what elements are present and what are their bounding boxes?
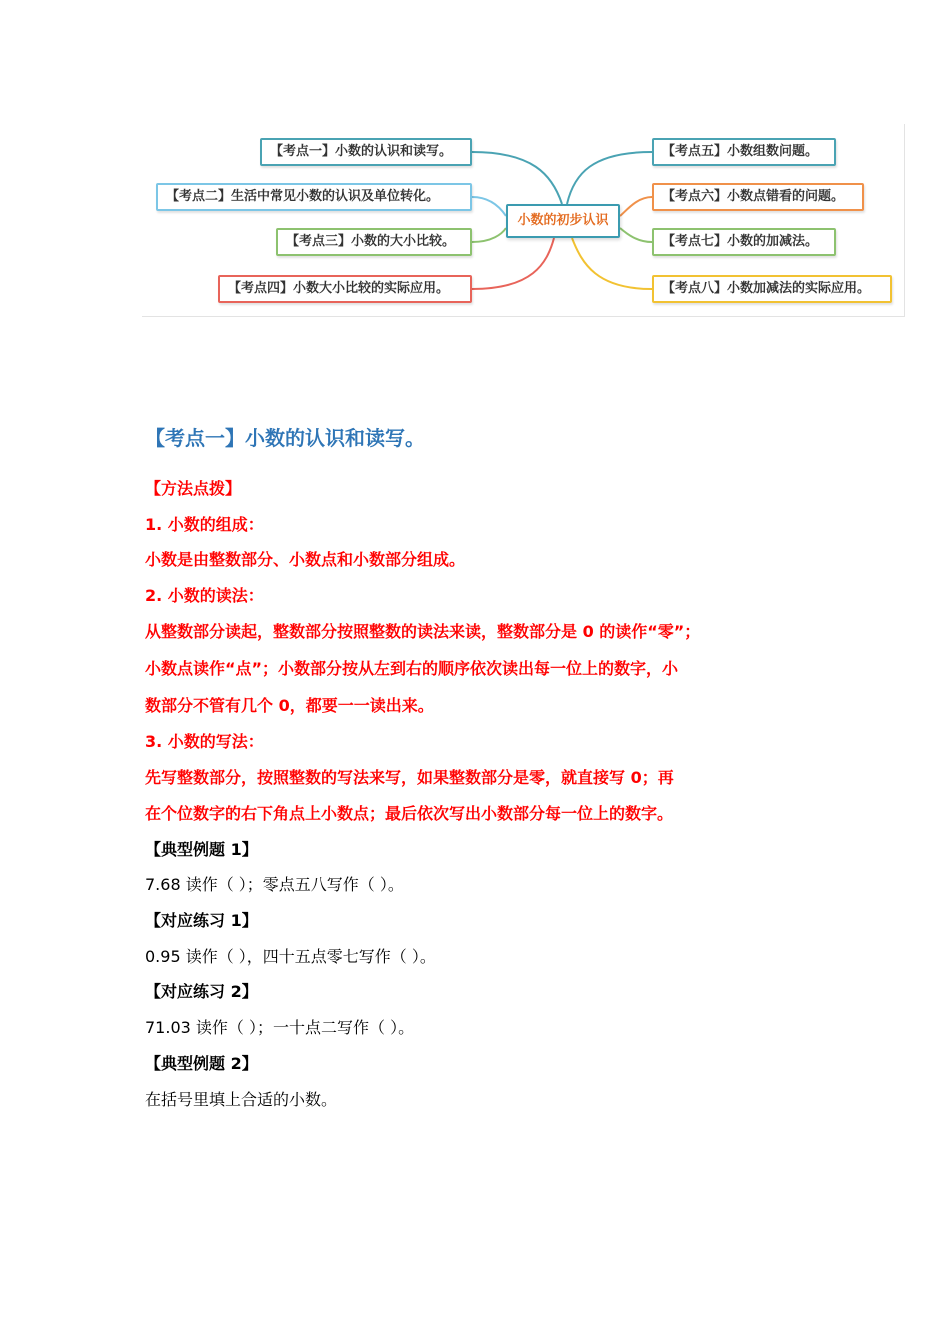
mind-map-center: 小数的初步认识 bbox=[506, 204, 620, 238]
example-2-heading: 【典型例题 2】 bbox=[145, 1054, 258, 1073]
example-1-text: 7.68 读作（ ）；零点五八写作（ ）。 bbox=[145, 875, 404, 894]
method-3-line-2: 在个位数字的右下角点上小数点；最后依次写出小数部分每一位上的数字。 bbox=[145, 804, 674, 823]
example-2-text: 在括号里填上合适的小数。 bbox=[145, 1090, 338, 1109]
practice-1-heading: 【对应练习 1】 bbox=[145, 911, 258, 930]
method-2-line-2: 小数点读作“点”；小数部分按从左到右的顺序依次读出每一位上的数字，小 bbox=[145, 659, 679, 678]
mind-map-node-3: 【考点三】小数的大小比较。 bbox=[276, 228, 472, 256]
mind-map-node-2: 【考点二】生活中常见小数的认识及单位转化。 bbox=[156, 183, 472, 211]
connector-node-6 bbox=[620, 197, 652, 216]
method-heading: 【方法点拨】 bbox=[145, 479, 242, 498]
connector-node-5 bbox=[567, 152, 652, 204]
method-1-heading: 1. 小数的组成： bbox=[145, 515, 264, 534]
connector-node-4 bbox=[472, 238, 554, 289]
method-3-line-1: 先写整数部分，按照整数的写法来写，如果整数部分是零，就直接写 0；再 bbox=[145, 768, 674, 787]
connector-node-1 bbox=[472, 152, 562, 204]
connector-node-7 bbox=[620, 228, 652, 242]
mind-map-node-5: 【考点五】小数组数问题。 bbox=[652, 138, 836, 166]
method-1-text: 小数是由整数部分、小数点和小数部分组成。 bbox=[145, 550, 466, 569]
example-1-heading: 【典型例题 1】 bbox=[145, 840, 258, 859]
mind-map-node-8: 【考点八】小数加减法的实际应用。 bbox=[652, 275, 892, 303]
mind-map bbox=[142, 124, 905, 317]
practice-2-heading: 【对应练习 2】 bbox=[145, 982, 258, 1001]
method-3-heading: 3. 小数的写法： bbox=[145, 732, 264, 751]
method-2-line-3: 数部分不管有几个 0，都要一一读出来。 bbox=[145, 696, 434, 715]
connector-node-2 bbox=[472, 197, 506, 216]
practice-1-text: 0.95 读作（ ），四十五点零七写作（ ）。 bbox=[145, 947, 436, 966]
connector-node-8 bbox=[572, 238, 652, 289]
method-2-line-1: 从整数部分读起，整数部分按照整数的读法来读，整数部分是 0 的读作“零”； bbox=[145, 622, 701, 641]
section-title: 【考点一】小数的认识和读写。 bbox=[145, 426, 425, 450]
mind-map-node-6: 【考点六】小数点错看的问题。 bbox=[652, 183, 864, 211]
practice-2-text: 71.03 读作（ ）；一十点二写作（ ）。 bbox=[145, 1018, 415, 1037]
connector-node-3 bbox=[472, 228, 506, 242]
mind-map-node-4: 【考点四】小数大小比较的实际应用。 bbox=[218, 275, 472, 303]
mind-map-node-7: 【考点七】小数的加减法。 bbox=[652, 228, 836, 256]
mind-map-node-1: 【考点一】小数的认识和读写。 bbox=[260, 138, 472, 166]
method-2-heading: 2. 小数的读法： bbox=[145, 586, 264, 605]
